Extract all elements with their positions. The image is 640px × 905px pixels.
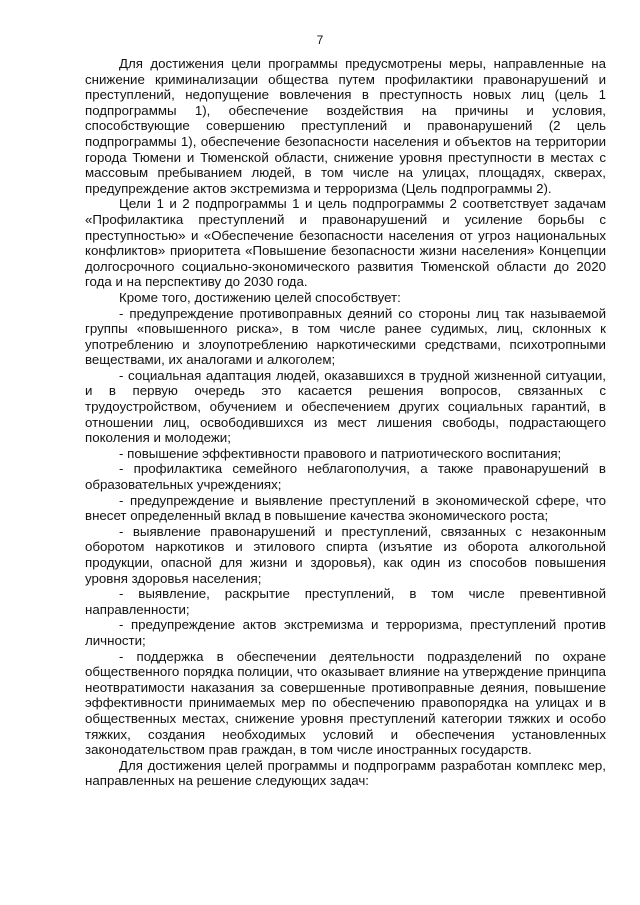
list-item-crime-detection: - выявление, раскрытие преступлений, в том числе превентивной направленности; (85, 586, 606, 617)
list-item-social-adaptation: - социальная адаптация людей, оказавшихся в трудной жизненной ситуации, и в первую очередь это касается решения вопросов, связанных с трудоустройством, обучением и обеспечением других социальных гарантий, в отношении лиц, освободившихся из мест лишения свободы, подрастающего поколения и молодежи; (85, 367, 606, 446)
document-body (85, 56, 606, 789)
list-item-prevention-risk-group: - предупреждение противоправных деяний со стороны лиц так называемой группы «повышенного риска», в том числе ранее судимых, лиц, склонных к употреблению и злоупотреблению наркотическими средствами, психотропными веществами, их аналогами и алкоголем; (85, 305, 606, 368)
paragraph-goals-correspondence: Цели 1 и 2 подпрограммы 1 и цель подпрограммы 2 соответствует задачам «Профилактика преступлений и правонарушений и усиление борьбы с преступностью» и «Обеспечение безопасности населения от угроз национальных конфликтов» приоритета «Повышение безопасности жизни населения» Концепции долгосрочного социально-экономического развития Тюменской области до 2020 года и на перспективу до 2030 года. (85, 196, 606, 290)
list-item-extremism-prevention: - предупреждение актов экстремизма и терроризма, преступлений против личности; (85, 617, 606, 648)
paragraph-tasks-intro: Для достижения целей программы и подпрограмм разработан комплекс мер, направленных на решение следующих задач: (85, 757, 606, 789)
paragraph-furthermore: Кроме того, достижению целей способствует: (119, 289, 401, 305)
list-item-police-support: - поддержка в обеспечении деятельности подразделений по охране общественного порядка полиции, что оказывает влияние на утверждение принципа неотвратимости наказания за совершенные противоправные деяния, повышение эффективности принимаемых мер по обеспечению правопорядка на улицах и в общественных местах, снижение уровня преступлений категории тяжких и особо тяжких, создания необходимых условий и обеспечения установленных законодательством прав граждан, в том числе иностранных государств. (85, 648, 606, 758)
list-item-family-prevention: - профилактика семейного неблагополучия, а также правонарушений в образовательных учреждениях; (85, 461, 606, 493)
page-number: 7 (316, 33, 324, 47)
paragraph-program-measures: Для достижения цели программы предусмотрены меры, направленные на снижение криминализации общества путем профилактики правонарушений и преступлений, недопущение вовлечения в преступность новых лиц (цель 1 подпрограммы 1), обеспечение воздействия на причины и условия, способствующие совершению преступлений и правонарушений (2 цель подпрограммы 1), обеспечение безопасности населения и объектов на территории города Тюмени и Тюменской области, снижение уровня преступности в местах с массовым пребыванием людей, в том числе на улицах, площадях, скверах, предупреждение актов экстремизма и терроризма (Цель подпрограммы 2). (85, 56, 606, 196)
list-item-drug-alcohol-trafficking: - выявление правонарушений и преступлений, связанных с незаконным оборотом наркотиков и этилового спирта (изъятие из оборота алкогольной продукции, опасной для жизни и здоровья), как один из способов повышения уровня здоровья населения; (85, 523, 606, 586)
list-item-legal-education: - повышение эффективности правового и патриотического воспитания; (119, 445, 562, 461)
list-item-economic-crimes: - предупреждение и выявление преступлений в экономической сфере, что внесет определенный вклад в повышение качества экономического роста; (85, 492, 606, 524)
